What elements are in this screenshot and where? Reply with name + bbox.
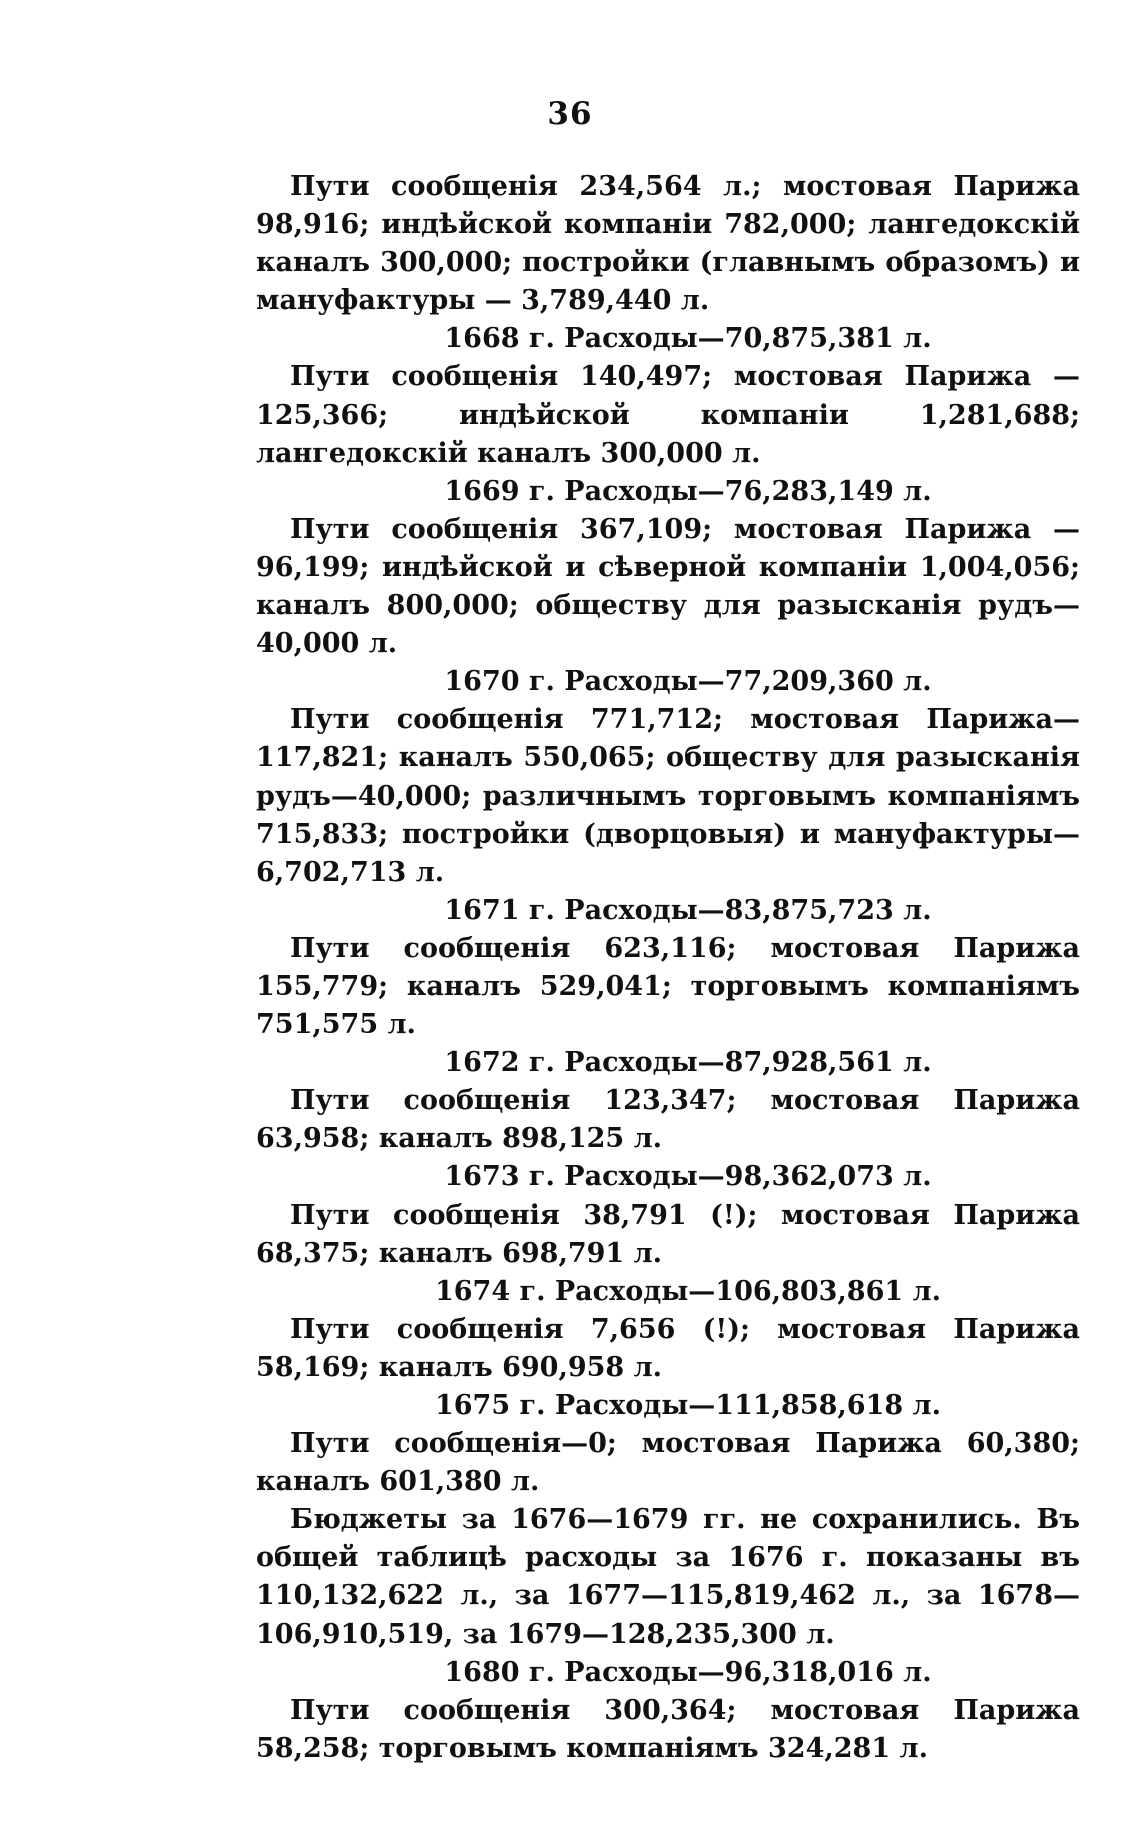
paragraph: Пути сообщенія 38,791 (!); мостовая Парижа 68,375; каналъ 698,791 л. [256,1199,1080,1269]
year-heading: 1671 г. Расходы—83,875,723 л. [444,894,932,926]
paragraph: Пути сообщенія 7,656 (!); мостовая Парижа 58,169; каналъ 690,958 л. [256,1313,1080,1383]
page-number: 36 [547,96,593,132]
year-heading: 1680 г. Расходы—96,318,016 л. [444,1656,932,1688]
paragraph: Пути сообщенія—0; мостовая Парижа 60,380; каналъ 601,380 л. [256,1428,1080,1498]
paragraph: Пути сообщенія 771,712; мостовая Парижа—117,821; каналъ 550,065; обществу для разысканія рудъ—40,000; различнымъ торговымъ компаніямъ 715,833; постройки (дворцовыя) и мануфактуры—6,702,713 л. [256,704,1080,888]
year-heading: 1670 г. Расходы—77,209,360 л. [444,666,932,698]
paragraph: Бюджеты за 1676—1679 гг. не сохранились. Въ общей таблицѣ расходы за 1676 г. показаны въ 110,132,622 л., за 1677—115,819,462 л., за 1678—106,910,519, за 1679—128,235,300 л. [256,1504,1080,1650]
paragraph: Пути сообщенія 140,497; мостовая Парижа — 125,366; индѣйской компаніи 1,281,688; лангедокскій каналъ 300,000 л. [256,361,1080,469]
paragraph: Пути сообщенія 123,347; мостовая Парижа 63,958; каналъ 898,125 л. [256,1085,1080,1155]
paragraph: Пути сообщенія 300,364; мостовая Парижа 58,258; торговымъ компаніямъ 324,281 л. [256,1694,1080,1764]
text-body [256,168,1080,1768]
year-heading: 1673 г. Расходы—98,362,073 л. [444,1161,932,1193]
year-heading: 1675 г. Расходы—111,858,618 л. [434,1390,941,1421]
year-heading: 1668 г. Расходы—70,875,381 л. [444,323,932,355]
paragraph: Пути сообщенія 367,109; мостовая Парижа — 96,199; индѣйской и сѣверной компаніи 1,004,056; каналъ 800,000; обществу для разысканія рудъ—40,000 л. [256,513,1080,660]
year-heading: 1672 г. Расходы—87,928,561 л. [444,1047,932,1079]
year-heading: 1674 г. Расходы—106,803,861 л. [434,1275,941,1307]
paragraph: Пути сообщенія 623,116; мостовая Парижа 155,779; каналъ 529,041; торговымъ компаніямъ 751,575 л. [256,932,1080,1041]
year-heading: 1669 г. Расходы—76,283,149 л. [444,475,932,507]
paragraph: Пути сообщенія 234,564 л.; мостовая Парижа 98,916; индѣйской компаніи 782,000; лангедокскій каналъ 300,000; постройки (главнымъ образомъ) и мануфактуры — 3,789,440 л. [256,171,1080,317]
